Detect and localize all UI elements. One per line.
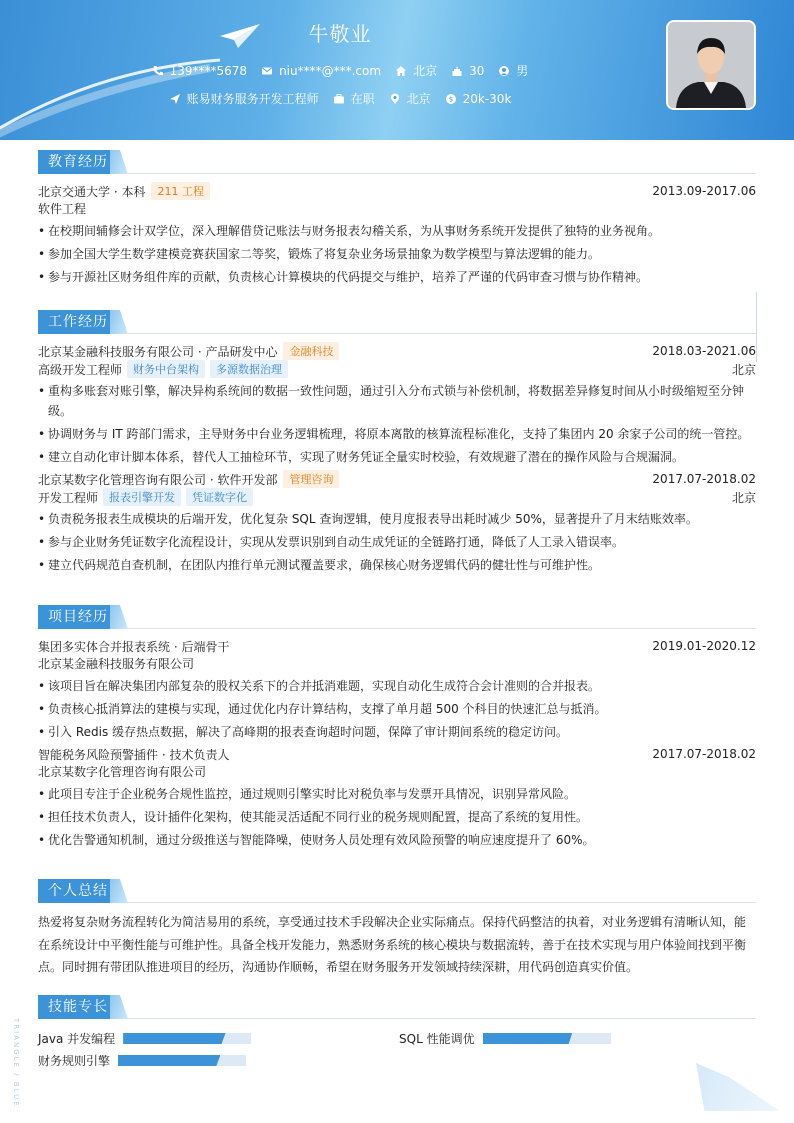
skills-section <box>38 995 756 1019</box>
list-item: • 参与企业财务凭证数字化流程设计，实现从发票识别到自动生成凭证的全链路打通，降低了人工录入错误率。 <box>38 532 756 552</box>
summary-header <box>38 879 756 903</box>
summary-line: 点。同时拥有带团队推进项目的经历，沟通协作顺畅，希望在财务服务开发领域持续深耕，用代码创造真实价值。 <box>38 960 639 974</box>
money-icon <box>445 93 457 105</box>
work-section <box>38 310 756 578</box>
skill-item <box>399 1030 611 1047</box>
job-entry-head <box>38 470 756 488</box>
gender-text: 男 <box>516 64 529 78</box>
company-name: 北京某金融科技服务有限公司 · 产品研发中心 <box>38 344 278 359</box>
job-role-row <box>38 360 756 378</box>
avatar <box>668 22 754 108</box>
school-tag: 211 工程 <box>151 182 210 200</box>
city-item <box>395 62 437 79</box>
salary-text: 20k-30k <box>462 91 512 106</box>
skill-name: Java 并发编程 <box>38 1032 116 1046</box>
job-role: 高级开发工程师 <box>38 362 123 377</box>
skill-bar-fill <box>118 1055 220 1066</box>
project-name: 集团多实体合并报表系统 · 后端骨干 <box>38 639 230 654</box>
skill-item <box>38 1052 246 1069</box>
location-icon <box>389 93 401 105</box>
list-item: • 在校期间辅修会计双学位，深入理解借贷记账法与财务报表勾稽关系，为从事财务系统开发提供了独特的业务视角。 <box>38 221 756 241</box>
summary-section <box>38 879 756 979</box>
target-city-item <box>389 90 431 107</box>
job-date: 2017.07-2018.02 <box>652 472 756 486</box>
job-location: 北京 <box>731 490 756 505</box>
salary-item <box>445 90 512 107</box>
skill-name: SQL 性能调优 <box>399 1032 475 1046</box>
projects-section <box>38 605 756 853</box>
section-title: 个人总结 <box>38 879 118 903</box>
corner-decoration <box>696 1063 780 1111</box>
email-item <box>261 62 381 79</box>
age-icon <box>451 65 463 77</box>
list-item: • 担任技术负责人，设计插件化架构，使其能灵活适配不同行业的税务规则配置，提高了系统的复用性。 <box>38 807 756 827</box>
skill-bar <box>123 1033 251 1044</box>
skill-bar-fill <box>123 1033 225 1044</box>
gender-icon <box>498 65 510 77</box>
project-entry-head <box>38 745 756 763</box>
list-item: • 建立代码规范自查机制，在团队内推行单元测试覆盖要求，确保核心财务逻辑代码的健壮性与可维护性。 <box>38 555 756 575</box>
company-name: 北京某数字化管理咨询有限公司 · 软件开发部 <box>38 472 278 487</box>
section-title-decoration <box>110 995 128 1019</box>
list-item: • 引入 Redis 缓存热点数据，解决了高峰期的报表查询超时问题，保障了审计期间系统的稳定访问。 <box>38 722 756 742</box>
skill-tag: 多源数据治理 <box>210 360 288 378</box>
project-entry-head <box>38 637 756 655</box>
education-section <box>38 150 756 290</box>
section-title: 工作经历 <box>38 310 118 334</box>
phone-text: 139****5678 <box>169 63 248 78</box>
divider-line <box>756 292 757 362</box>
list-item: • 建立自动化审计脚本体系，替代人工抽检环节，实现了财务凭证全量实时校验，有效规避了潜在的操作风险与合规漏洞。 <box>38 447 756 467</box>
industry-tag: 金融科技 <box>283 342 339 360</box>
list-item: • 该项目旨在解决集团内部复杂的股权关系下的合并抵消难题，实现自动化生成符合会计准则的合并报表。 <box>38 676 756 696</box>
section-title-decoration <box>110 310 128 334</box>
section-title: 教育经历 <box>38 150 118 174</box>
project-date: 2019.01-2020.12 <box>652 639 756 653</box>
skill-item <box>38 1030 251 1047</box>
job-entry-head <box>38 342 756 360</box>
section-title: 技能专长 <box>38 995 118 1019</box>
skill-tag: 报表引擎开发 <box>103 488 181 506</box>
target-city-text: 北京 <box>406 92 431 106</box>
skill-tag: 凭证数字化 <box>186 488 253 506</box>
svg-text:$: $ <box>448 95 453 103</box>
school-name: 北京交通大学 · 本科 <box>38 184 146 199</box>
city-text: 北京 <box>413 64 438 78</box>
target-job-text: 账易财务服务开发工程师 <box>186 92 319 106</box>
resume-header <box>0 0 794 140</box>
gender-item <box>498 62 528 79</box>
skill-bar <box>118 1055 246 1066</box>
projects-header <box>38 605 756 629</box>
industry-tag: 管理咨询 <box>283 470 339 488</box>
side-watermark: TRIANGLE / BLUE <box>12 1018 20 1108</box>
summary-line: 在系统设计中平衡性能与可维护性。具备全栈开发能力，熟悉财务系统的核心模块与数据流转，善于在技术实现与用户体验间找到平衡 <box>38 937 747 952</box>
age-text: 30 <box>469 63 485 78</box>
education-date: 2013.09-2017.06 <box>652 184 756 198</box>
list-item: • 此项目专注于企业税务合规性监控，通过规则引擎实时比对税负率与发票开具情况，识别异常风险。 <box>38 784 756 804</box>
section-title: 项目经历 <box>38 605 118 629</box>
status-item <box>333 90 375 107</box>
list-item: • 优化告警通知机制，通过分级推送与智能降噪，使财务人员处理有效风险预警的响应速度提升了 60%。 <box>38 830 756 850</box>
job-role: 开发工程师 <box>38 490 99 505</box>
project-name: 智能税务风险预警插件 · 技术负责人 <box>38 747 230 762</box>
job-location: 北京 <box>731 362 756 377</box>
skill-bar-fill <box>483 1033 573 1044</box>
skill-name: 财务规则引擎 <box>38 1054 111 1068</box>
project-company: 北京某金融科技服务有限公司 <box>38 657 195 671</box>
phone-icon <box>152 65 164 77</box>
education-header <box>38 150 756 174</box>
summary-line: 热爱将复杂财务流程转化为简洁易用的系统，享受通过技术手段解决企业实际痛点。保持代码整洁的执着，对业务逻辑有清晰认知，能 <box>38 915 747 929</box>
briefcase-icon <box>333 93 345 105</box>
candidate-name: 牛敬业 <box>308 22 372 46</box>
section-title-decoration <box>110 605 128 629</box>
mail-icon <box>261 65 273 77</box>
age-item <box>451 62 484 79</box>
project-company: 北京某数字化管理咨询有限公司 <box>38 765 207 779</box>
skill-bar <box>483 1033 611 1044</box>
list-item: • 参与开源社区财务组件库的贡献，负责核心计算模块的代码提交与维护，培养了严谨的代码审查习惯与协作精神。 <box>38 267 756 287</box>
job-role-row <box>38 488 756 506</box>
profile-photo <box>666 20 756 110</box>
list-item: • 负责核心抵消算法的建模与实现，通过优化内存计算结构，支撑了单月超 500 个科目的快速汇总与抵消。 <box>38 699 756 719</box>
list-item: • 负责税务报表生成模块的后端开发，优化复杂 SQL 查询逻辑，使月度报表导出耗时减少 50%，显著提升了月末结账效率。 <box>38 509 756 529</box>
list-item: • 协调财务与 IT 跨部门需求，主导财务中台业务逻辑梳理，将原本离散的核算流程标准化，支持了集团内 20 余家子公司的统一管控。 <box>38 424 756 444</box>
skills-header <box>38 995 756 1019</box>
skill-tag: 财务中台架构 <box>127 360 205 378</box>
section-title-decoration <box>110 150 128 174</box>
phone-item <box>152 62 247 79</box>
contact-row <box>0 62 680 79</box>
job-intent-row <box>0 90 680 107</box>
list-item: • 参加全国大学生数学建模竞赛获国家二等奖，锻炼了将复杂业务场景抽象为数学模型与算法逻辑的能力。 <box>38 244 756 264</box>
section-title-decoration <box>110 879 128 903</box>
home-icon <box>395 65 407 77</box>
status-text: 在职 <box>350 92 375 106</box>
list-item: • 重构多账套对账引擎，解决异构系统间的数据一致性问题，通过引入分布式锁与补偿机制，将数据差异修复时间从小时级缩短至分钟级。 <box>38 381 756 421</box>
project-date: 2017.07-2018.02 <box>652 747 756 761</box>
major: 软件工程 <box>38 202 87 216</box>
job-date: 2018.03-2021.06 <box>652 344 756 358</box>
send-icon <box>169 93 181 105</box>
education-entry-head <box>38 182 756 200</box>
email-text: niu****@***.com <box>279 63 382 78</box>
work-header <box>38 310 756 334</box>
target-job-item <box>169 90 319 107</box>
